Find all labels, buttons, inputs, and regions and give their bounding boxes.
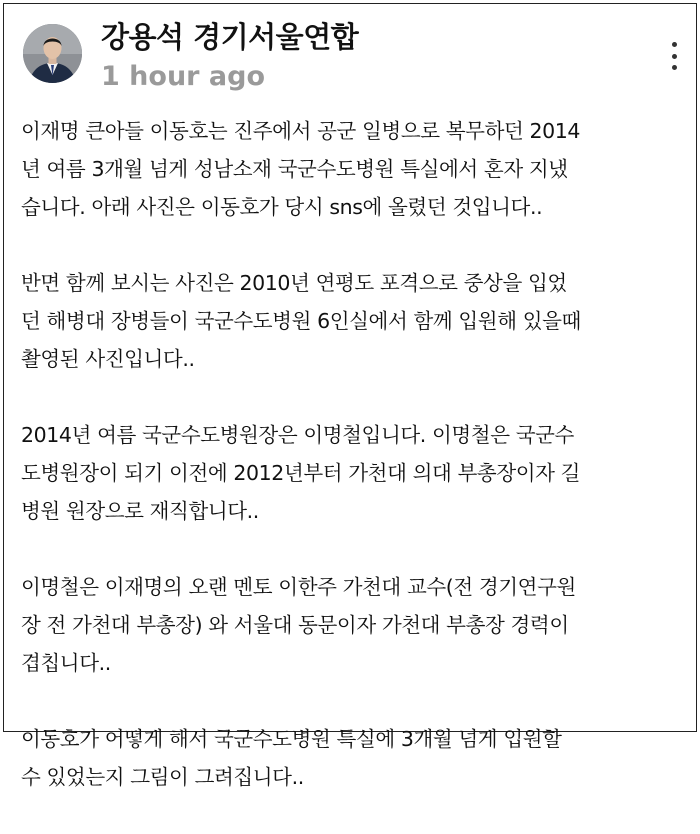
post-header bbox=[4, 4, 696, 112]
post-card bbox=[3, 3, 697, 789]
post-paragraph: 2014년 여름 국군수도병원장은 이명철입니다. 이명철은 국군수 도병원장이 되기 이전에 2012년부터 가천대 의대 부총장이자 길 병원 원장으로 재직합니다.. bbox=[21, 423, 581, 523]
post-paragraph: 이명철은 이재명의 오랜 멘토 이한주 가천대 교수(전 경기연구원 장 전 가천대 부총장) 와 서울대 동문이자 가천대 부총장 경력이 겹칩니다.. bbox=[21, 575, 576, 675]
author-name[interactable]: 강용석 경기서울연합 bbox=[101, 20, 359, 54]
more-options-button[interactable] bbox=[662, 36, 686, 76]
post-paragraph: 반면 함께 보시는 사진은 2010년 연평도 포격으로 중상을 입었 던 해병대 장병들이 국군수도병원 6인실에서 함께 입원해 있을때 촬영된 사진입니다.. bbox=[21, 271, 581, 371]
post-timestamp[interactable]: 1 hour ago bbox=[101, 61, 265, 92]
more-vertical-icon bbox=[672, 42, 677, 47]
avatar-photo bbox=[23, 24, 82, 83]
avatar[interactable] bbox=[23, 24, 82, 83]
post-body bbox=[21, 112, 685, 834]
post-paragraph: 이동호가 어떻게 해서 국군수도병원 특실에 3개월 넘게 입원할 수 있었는지 그림이 그려집니다.. bbox=[21, 727, 562, 789]
post-paragraph: 이재명 큰아들 이동호는 진주에서 공군 일병으로 복무하던 2014 년 여름 3개월 넘게 성남소재 국군수도병원 특실에서 혼자 지냈 습니다. 아래 사진은 이동호가 당시 sns에 올렸던 것입니다.. bbox=[21, 119, 581, 219]
